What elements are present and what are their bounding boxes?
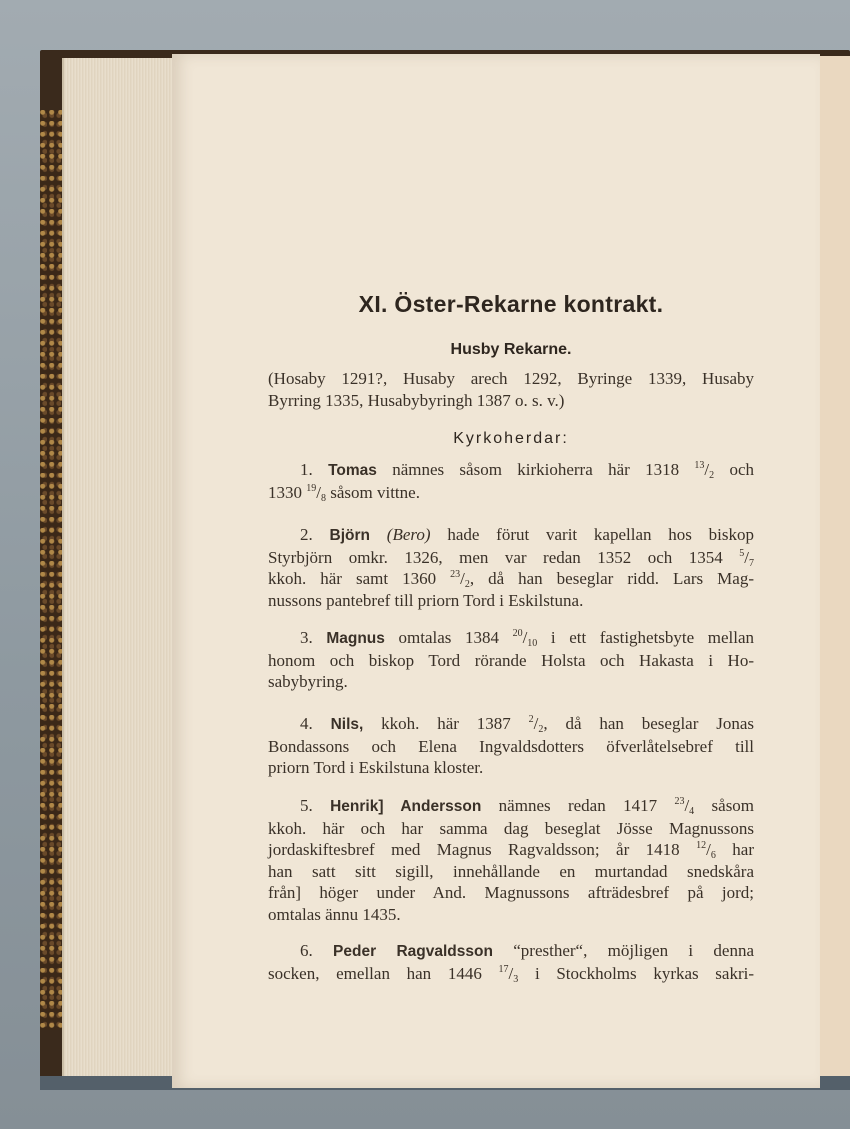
entry-line: sabybyring. [268, 672, 348, 692]
entry-alias: (Bero) [386, 525, 431, 544]
aliases-line: Byrring 1335, Husabybyringh 1387 o. s. v.) [268, 390, 565, 410]
entry-line: han satt sitt sigill, innehållande en murtandad snedskåra [268, 861, 754, 881]
entry-line: honom och biskop Tord rörande Holsta och Hakasta i Ho- [268, 650, 754, 670]
entry-name: Tomas [328, 462, 377, 479]
entry-number: 4. [300, 714, 313, 733]
entry-name: Nils, [330, 716, 364, 733]
entry-2 [268, 524, 754, 611]
entry-number: 6. [300, 941, 313, 960]
entry-line: socken, emellan han 1446 $^{17}/_3$ i Stockholms kyrkas sakri- [268, 963, 755, 985]
entry-line: omtalas ännu 1435. [268, 904, 401, 924]
facing-page-edge [818, 56, 850, 1086]
entry-line: nussons pantebref till priorn Tord i Eskilstuna. [268, 590, 584, 610]
entry-number: 5. [300, 796, 313, 815]
entry-line: 3. Magnus omtalas 1384 $^{20}/_{10}$ i ett fastighetsbyte mellan [300, 628, 755, 649]
entry-line: 5. Henrik] Andersson nämnes redan 1417 $^{23}/_4$ såsom [300, 796, 755, 817]
entry-line: 2. Björn (Bero) hade förut varit kapellan hos biskop [300, 525, 755, 544]
entry-name: Björn [329, 527, 370, 544]
entry-line: 1330 $^{19}/_8$ såsom vittne. [268, 482, 420, 504]
aliases-line: (Hosaby 1291?, Husaby arech 1292, Byringe 1339, Husaby [268, 369, 754, 388]
entry-number: 2. [300, 525, 313, 544]
entry-line: 4. Nils, kkoh. här 1387 $^2/_2$, då han beseglar Jonas [300, 714, 754, 735]
entry-line: från] höger under And. Magnussons afträdesbref på jord; [268, 883, 754, 903]
entry-6 [268, 940, 754, 984]
entry-name: Henrik] Andersson [330, 798, 482, 815]
entry-name: Magnus [326, 630, 385, 647]
entry-5 [268, 795, 754, 926]
section-title: Husby Rekarne. [450, 341, 572, 358]
entry-line: Bondassons och Elena Ingvaldsdotters öfverlåtelsebref till [268, 736, 754, 756]
list-heading: Kyrkoherdar: [453, 430, 569, 447]
entry-line: 6. Peder Ragvaldsson “presther“, möjligen i denna [300, 941, 754, 960]
entry-number: 1. [300, 460, 313, 479]
entry-line: Styrbjörn omkr. 1326, men var redan 1352 och 1354 $^5/_7$ [268, 547, 754, 569]
entry-4 [268, 713, 754, 779]
entry-line: priorn Tord i Eskilstuna kloster. [268, 758, 484, 778]
section-aliases [268, 368, 754, 411]
entry-line: 1. Tomas nämnes såsom kirkioherra här 1318 $^{13}/_2$ och [300, 460, 754, 481]
entry-1 [268, 459, 754, 503]
page-edges [62, 58, 176, 1086]
entry-name: Peder Ragvaldsson [333, 943, 493, 960]
entry-line: kkoh. här och har samma dag beseglat Jösse Magnussons [268, 818, 754, 838]
chapter-title: XI. Öster-Rekarne kontrakt. [358, 291, 664, 317]
entry-line: kkoh. här samt 1360 $^{23}/_2$, då han beseglar ridd. Lars Mag- [268, 569, 754, 591]
entry-3 [268, 627, 754, 693]
entry-number: 3. [300, 628, 313, 647]
entry-line: jordaskiftesbref med Magnus Ragvaldsson; år 1418 $^{12}/_6$ har [268, 840, 755, 862]
